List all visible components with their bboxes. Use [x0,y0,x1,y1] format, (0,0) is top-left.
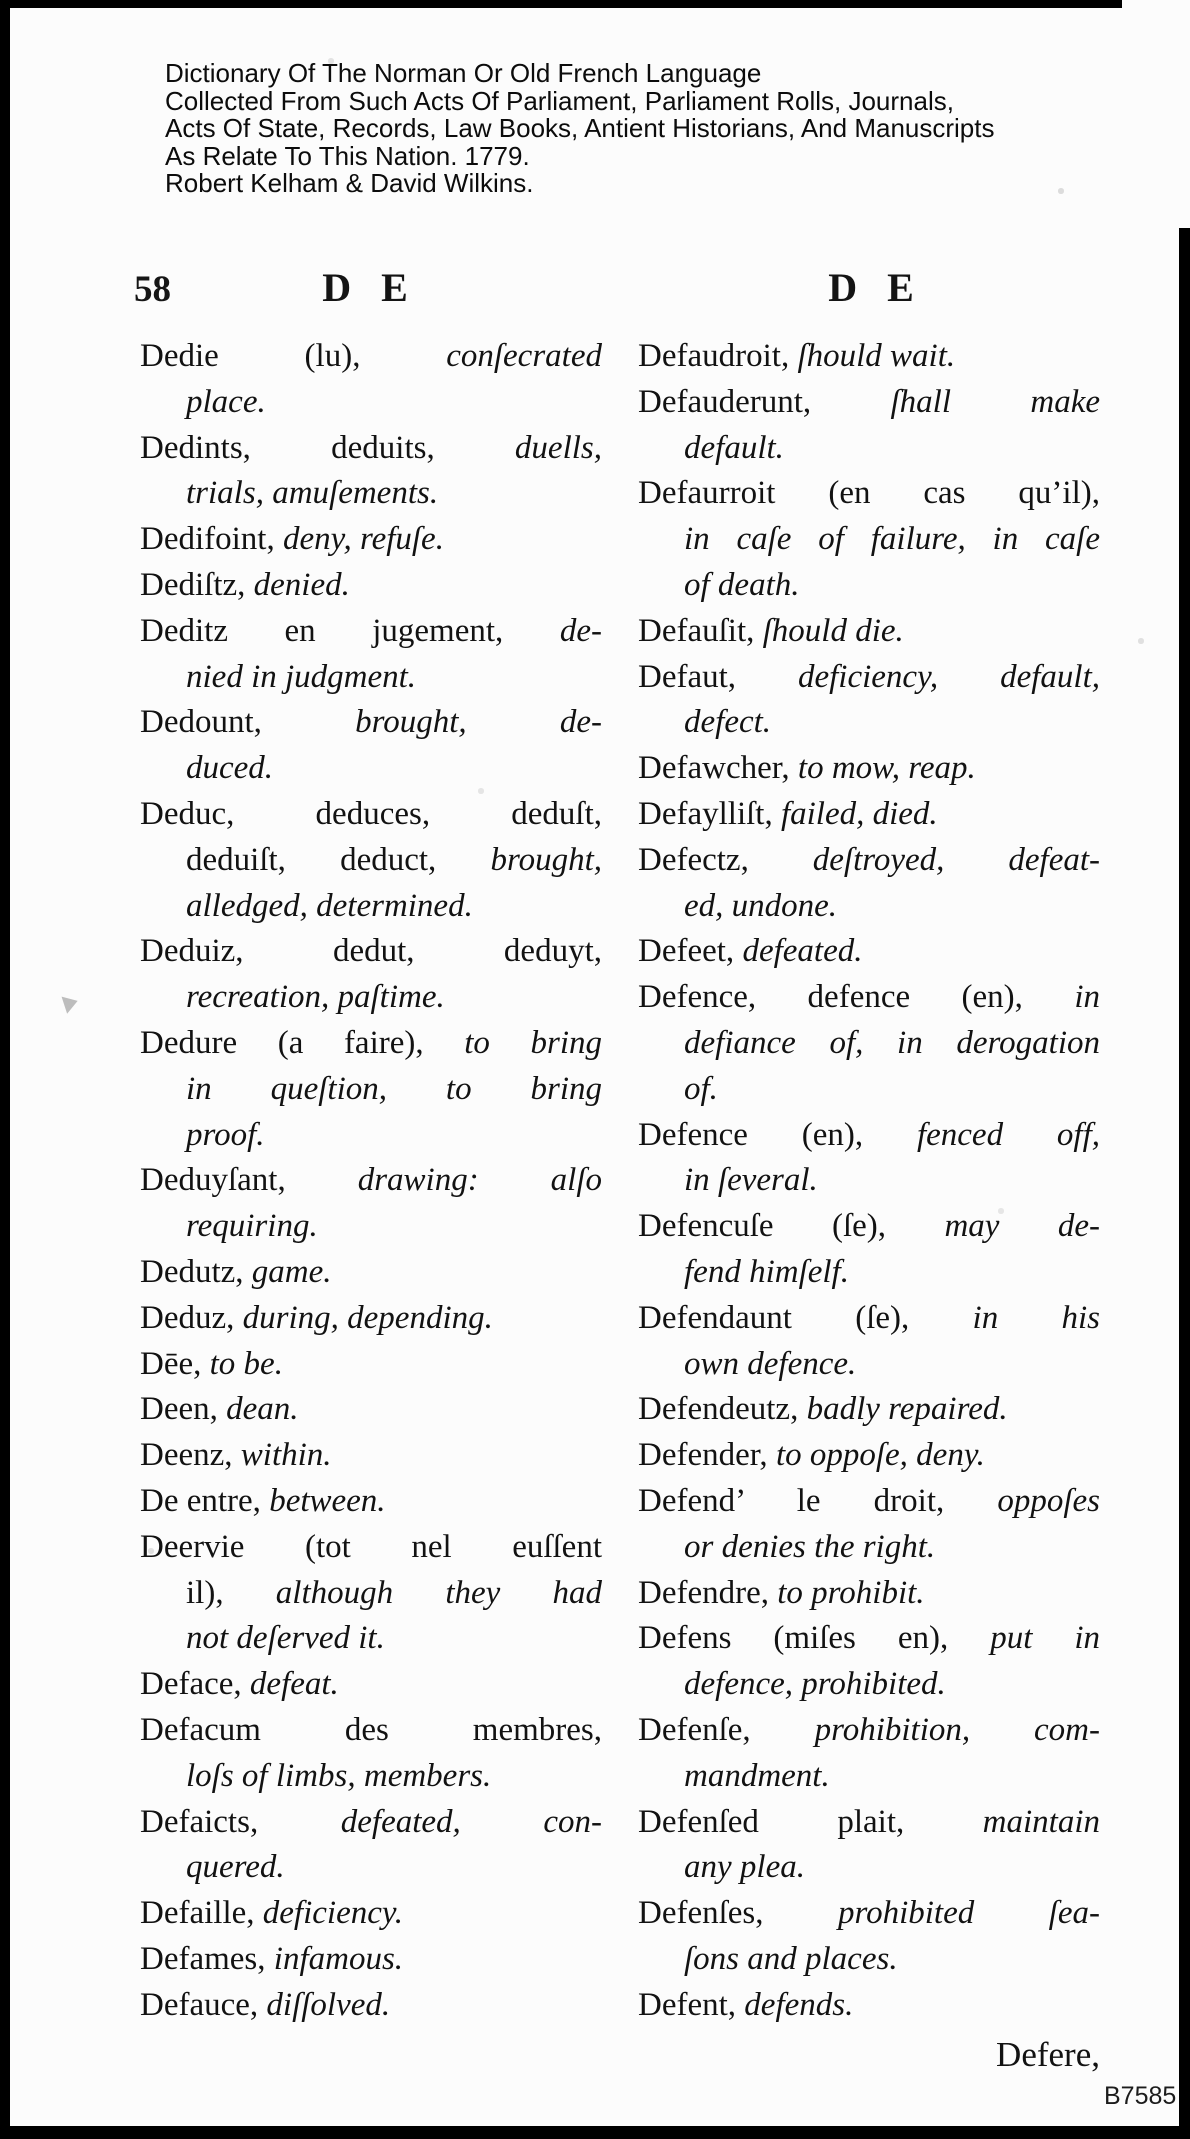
entry-line [140,1342,602,1388]
entry-line [140,1937,602,1983]
entry-line [638,1616,1100,1662]
gloss-text: brought, de- [355,704,602,741]
gloss-text: proof. [186,1116,265,1153]
headword-text: Defaylliſt, [638,795,781,832]
dictionary-entry [638,1571,1100,1617]
entry-line [638,334,1100,380]
gloss-text: ſhall make [890,383,1100,420]
gloss-text: defence, prohibited. [684,1666,946,1703]
gloss-text: between. [269,1482,386,1519]
headword-text: Defence (en), [638,1116,917,1153]
gloss-text: trials, amuſements. [186,475,439,512]
entry-line [638,884,1100,930]
header-line: Collected From Such Acts Of Parliament, Parliament Rolls, Journals, [165,85,954,116]
headword-text: deduiſt, deduct, [186,841,491,878]
entry-line [638,792,1100,838]
headword-text: Defaut, [638,658,798,695]
dictionary-entry [638,609,1100,655]
scan-artifact [62,992,81,1013]
gloss-text: to prohibit. [777,1574,925,1611]
gloss-text: not deſerved it. [186,1620,385,1657]
entry-line [638,1937,1100,1983]
gloss-text: place. [186,383,266,420]
dictionary-entry [140,1342,602,1388]
gloss-text: ed, undone. [684,887,838,924]
dictionary-entry [140,792,602,929]
entry-line [140,655,602,701]
frame-border-right [1179,228,1190,2139]
gloss-text: fenced off, [916,1116,1100,1153]
headword-text: De entre, [140,1482,270,1519]
entry-line [638,1845,1100,1891]
gloss-text: dean. [226,1391,299,1428]
gloss-text: to bring [464,1024,602,1061]
dictionary-entry [140,1662,602,1708]
entry-line [638,1067,1100,1113]
entry-line [140,929,602,975]
headword-text: Defendaunt (ſe), [638,1299,973,1336]
headword-text: Defenſe, [638,1711,815,1748]
entry-line [638,1983,1100,2029]
dictionary-entry [638,792,1100,838]
gloss-text: defiance of, in derogation [684,1024,1100,1061]
headword-text: Defauderunt, [638,383,891,420]
gloss-text: oppoſes [997,1482,1100,1519]
gloss-text: nied in judgment. [186,658,417,695]
gloss-text: in caſe of failure, in caſe [684,521,1100,558]
gloss-text: de- [559,612,602,649]
entry-line [638,929,1100,975]
gloss-text: put in [990,1620,1100,1657]
gloss-text: ſhould die. [762,612,904,649]
dictionary-entry [638,655,1100,747]
entry-line [638,1525,1100,1571]
entry-line [638,1250,1100,1296]
gloss-text: denied. [253,566,350,603]
dictionary-entry [638,1708,1100,1800]
entry-line [638,1204,1100,1250]
headword-text: Defenſes, [638,1895,838,1932]
entry-line [140,1433,602,1479]
gloss-text: may de- [944,1208,1101,1245]
dictionary-entry [638,1800,1100,1892]
entry-line [140,1845,602,1891]
dictionary-entry [140,426,602,518]
dictionary-entry [140,1387,602,1433]
entry-line [140,609,602,655]
entry-line [638,1800,1100,1846]
gloss-text: conſecrated [446,338,602,374]
entry-line [140,1250,602,1296]
dictionary-entry [140,1525,602,1662]
entry-line [140,1387,602,1433]
entry-line [140,975,602,1021]
gloss-text: deficiency, default, [797,658,1100,695]
dictionary-entry [140,1800,602,1892]
attribution-header [165,60,995,198]
gloss-text: requiring. [186,1208,318,1245]
dictionary-entry [638,334,1100,380]
entry-line [140,1296,602,1342]
frame-border-left [0,0,10,2139]
gloss-text: maintain [982,1803,1100,1840]
dictionary-entry [638,1616,1100,1708]
gloss-text: own defence. [684,1345,857,1382]
headword-text: Defender, [638,1437,776,1474]
entry-line [140,1662,602,1708]
headword-text: Dedure (a faire), [140,1024,465,1061]
dictionary-entry [638,1296,1100,1388]
entry-line [140,1891,602,1937]
gloss-text: during, depending. [242,1299,493,1336]
headword-text: Deduiz, dedut, deduyt, [140,933,602,970]
headword-text: Dedutz, [140,1253,252,1290]
headword-text: Dēe, [140,1345,210,1382]
dictionary-entry [638,1387,1100,1433]
headword-text: Defames, [140,1940,274,1977]
entry-line [140,838,602,884]
gloss-text: ſons and places. [684,1940,898,1977]
dictionary-entry [638,1204,1100,1296]
entry-line [638,517,1100,563]
gloss-text: to oppoſe, deny. [775,1437,985,1474]
entry-line [638,1891,1100,1937]
dictionary-entry [140,1891,602,1937]
headword-text: Defawcher, [638,750,798,787]
entry-line [638,1433,1100,1479]
page-number: 58 [134,269,171,310]
entry-line [140,1616,602,1662]
entry-line [140,792,602,838]
dictionary-entry [140,929,602,1021]
catchword: Defere, [996,2035,1100,2075]
headword-text: Defencuſe (ſe), [638,1208,945,1245]
entry-line [140,1113,602,1159]
gloss-text: defeated. [742,933,863,970]
gloss-text: deficiency. [262,1895,403,1932]
gloss-text: fend himſelf. [684,1253,849,1290]
headword-text: Dedount, [140,704,356,741]
headword-text: Dediſtz, [140,566,254,603]
dictionary-entry [140,1983,602,2029]
gloss-text: in queſtion, to bring [186,1070,602,1107]
entry-line [140,1708,602,1754]
gloss-text: defect. [684,704,772,741]
entry-line [638,1754,1100,1800]
entry-line [140,1204,602,1250]
gloss-text: alledged, determined. [186,887,473,924]
headword-text: Defacum des membres, [140,1711,602,1748]
entry-line [140,1800,602,1846]
headword-text: Defendre, [638,1574,778,1611]
dictionary-entry [140,1708,602,1800]
entry-line [140,1983,602,2029]
gloss-text: prohibited ſea- [837,1895,1100,1932]
dictionary-entry [140,609,602,701]
gloss-text: mandment. [684,1757,830,1794]
gloss-text: any plea. [684,1849,805,1886]
entry-line [638,609,1100,655]
gloss-text: duells, [514,429,602,466]
gloss-text: defeat. [249,1666,339,1703]
header-line: Robert Kelham & David Wilkins. [165,168,534,199]
dictionary-entry [140,1021,602,1158]
entry-line [638,1571,1100,1617]
frame-border-bottom [0,2126,1190,2139]
header-line: As Relate To This Nation. 1779. [165,140,530,171]
entry-line [140,517,602,563]
entry-line [140,1479,602,1525]
entry-line [638,426,1100,472]
entry-line [140,1571,602,1617]
gloss-text: drawing: alſo [357,1162,602,1199]
header-line: Dictionary Of The Norman Or Old French Language [165,58,762,88]
headword-text: Defence, defence (en), [638,979,1075,1016]
dictionary-entry [638,975,1100,1112]
gloss-text: failed, died. [780,795,938,832]
dictionary-entry [638,1433,1100,1479]
dictionary-entry [140,517,602,563]
headword-text: Deen, [140,1391,227,1428]
headword-text: Deditz en jugement, [140,612,560,649]
entry-line [638,700,1100,746]
dictionary-entry [638,929,1100,975]
entry-line [140,334,602,380]
headword-text: Defaicts, [140,1803,341,1840]
dictionary-entry [140,700,602,792]
headword-text: Dedie (lu), [140,338,447,374]
gloss-text: in ſeveral. [684,1162,818,1199]
entry-line [638,746,1100,792]
headword-text: Deduz, [140,1299,243,1336]
dictionary-entry [638,380,1100,472]
entry-line [140,1067,602,1113]
entry-line [140,1525,602,1571]
gloss-text: in [1074,979,1100,1016]
headword-text: Defauſit, [638,612,763,649]
headword-text: Dedints, deduits, [140,429,515,466]
gloss-text: deſtroyed, defeat- [812,841,1100,878]
dictionary-entry [638,471,1100,608]
headword-text: Defeet, [638,933,743,970]
headword-text: Dedifoint, [140,521,283,558]
headword-text: Defend’ le droit, [638,1482,998,1519]
gloss-text: within. [240,1437,332,1474]
entry-line [638,1708,1100,1754]
dictionary-entry [638,838,1100,930]
running-head-left: D E [322,265,418,310]
gloss-text: although they had [275,1574,602,1611]
headword-text: Defauce, [140,1986,267,2023]
dictionary-entry [140,1433,602,1479]
running-head-right: D E [828,265,924,310]
gloss-text: infamous. [273,1940,404,1977]
entry-line [140,1754,602,1800]
gloss-text: default. [684,429,784,466]
entry-line [140,1158,602,1204]
headword-text: Deenz, [140,1437,241,1474]
headword-text: Deduc, deduces, deduſt, [140,795,602,832]
right-column [638,334,1100,2078]
gloss-text: of death. [684,566,800,603]
dictionary-entry [140,1479,602,1525]
dictionary-entry [140,1296,602,1342]
headword-text: il), [186,1574,276,1611]
dictionary-entry [638,1113,1100,1205]
left-column [140,334,602,2028]
gloss-text: brought, [490,841,602,878]
dictionary-entry [638,1983,1100,2029]
entry-line [638,1158,1100,1204]
dictionary-entry [140,1250,602,1296]
dictionary-entry [638,1891,1100,1983]
gloss-text: game. [251,1253,332,1290]
headword-text: Defent, [638,1986,745,2023]
entry-line [638,655,1100,701]
entry-line [140,380,602,426]
gloss-text: badly repaired. [806,1391,1008,1428]
gloss-text: defeated, con- [340,1803,602,1840]
entry-line [140,884,602,930]
page-background [10,0,1190,2127]
entry-line [140,700,602,746]
dictionary-entry [140,1937,602,1983]
dictionary-entry [140,563,602,609]
dictionary-entry [140,334,602,426]
entry-line [638,1387,1100,1433]
gloss-text: prohibition, com- [814,1711,1101,1748]
headword-text: Deervie (tot nel euſſent [140,1528,602,1565]
gloss-text: of. [684,1070,718,1107]
entry-line [140,746,602,792]
headword-text: Defaille, [140,1895,263,1932]
dictionary-entry [638,1479,1100,1571]
entry-line [140,1021,602,1067]
gloss-text: to be. [209,1345,283,1382]
entry-line [140,471,602,517]
entry-line [638,1021,1100,1067]
header-line: Acts Of State, Records, Law Books, Antient Historians, And Manuscripts [165,113,995,144]
gloss-text: deny, refuſe. [282,521,444,558]
entry-line [638,1342,1100,1388]
gloss-text: recreation, paſtime. [186,979,445,1016]
entry-line [140,426,602,472]
entry-line [638,1113,1100,1159]
headword-text: Deduyſant, [140,1162,358,1199]
headword-text: Deface, [140,1666,250,1703]
gloss-text: loſs of limbs, members. [186,1757,492,1794]
gloss-text: diſſolved. [266,1986,391,2023]
headword-text: Defectz, [638,841,813,878]
entry-line [638,380,1100,426]
entry-line [638,1479,1100,1525]
entry-line [638,471,1100,517]
dictionary-entry [140,1158,602,1250]
headword-text: Defaurroit (en cas qu’il), [638,475,1100,512]
headword-text: Defendeutz, [638,1391,807,1428]
gloss-text: duced. [186,750,274,787]
gloss-text: ſhould wait. [797,338,956,374]
entry-line [638,838,1100,884]
dictionary-entry [638,746,1100,792]
headword-text: Defaudroit, [638,338,798,374]
frame-border-top [0,0,1122,8]
headword-text: Defenſed plait, [638,1803,983,1840]
gloss-text: to mow, reap. [797,750,976,787]
scan-id-label: B7585 [1104,2082,1177,2110]
gloss-text: in his [972,1299,1100,1336]
entry-line [638,563,1100,609]
entry-line [638,1296,1100,1342]
entry-line [140,563,602,609]
entry-line [638,1662,1100,1708]
entry-line [638,975,1100,1021]
gloss-text: or denies the right. [684,1528,936,1565]
gloss-text: defends. [744,1986,854,2023]
gloss-text: quered. [186,1849,285,1886]
headword-text: Defens (miſes en), [638,1620,991,1657]
